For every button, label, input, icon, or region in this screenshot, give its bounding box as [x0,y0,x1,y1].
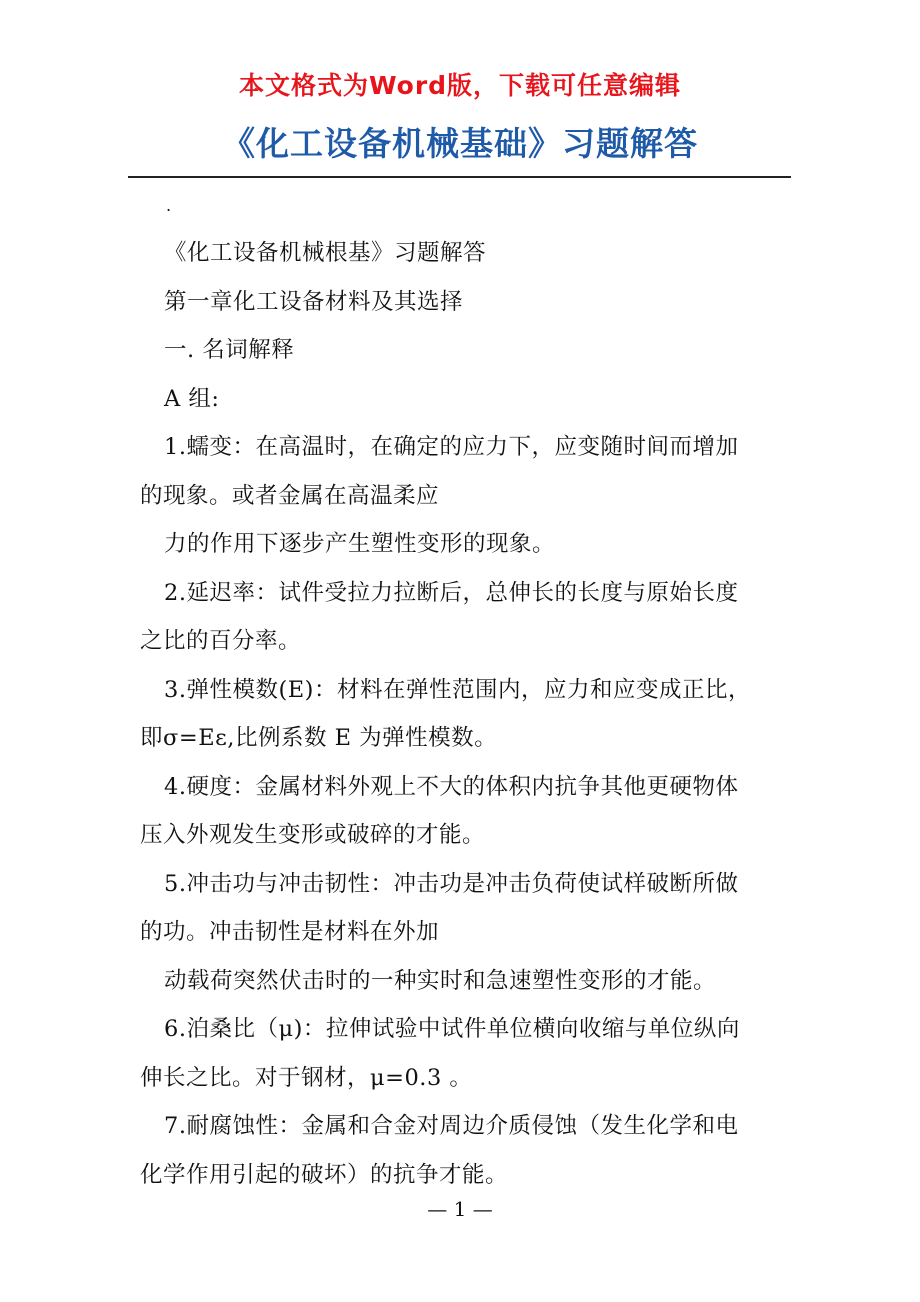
document-body [140,229,780,1199]
leading-dot: . [166,196,172,215]
body-line: 即σ=Eε,比例系数 E 为弹性模数。 [140,725,498,751]
body-line: A 组: [164,385,220,412]
body-line: 的功。冲击韧性是材料在外加 [140,919,440,945]
body-line: 5.冲击功与冲击韧性：冲击功是冲击负荷使试样破断所做 [164,870,739,897]
body-line: 《化工设备机械根基》习题解答 [164,240,487,266]
document-title: 《化工设备机械基础》习题解答 [222,124,698,163]
page-number: — 1 — [427,1197,493,1221]
body-line: 的现象。或者金属在高温柔应 [140,482,440,509]
body-line: 第一章化工设备材料及其选择 [164,288,464,315]
body-line: 压入外观发生变形或破碎的才能。 [140,822,486,848]
body-line: 4.硬度：金属材料外观上不大的体积内抗争其他更硬物体 [164,773,739,800]
body-line: 1.蠕变：在高温时，在确定的应力下，应变随时间而增加 [164,434,739,460]
body-line: 6.泊桑比（μ)：拉伸试验中试件单位横向收缩与单位纵向 [164,1016,740,1042]
download-notice: 本文格式为Word版，下载可任意编辑 [238,71,682,100]
body-line: 一. 名词解释 [164,337,295,363]
title-divider [128,176,791,178]
body-line: 3.弹性模数(E)：材料在弹性范围内，应力和应变成正比， [164,676,751,703]
body-line: 2.延迟率：试件受拉力拉断后，总伸长的长度与原始长度 [164,579,739,606]
body-line: 动载荷突然伏击时的一种实时和急速塑性变形的才能。 [164,967,717,994]
body-line: 化学作用引起的破坏）的抗争才能。 [140,1161,509,1188]
body-line: 伸长之比。对于钢材，μ=0.3 。 [140,1064,473,1091]
body-line: 力的作用下逐步产生塑性变形的现象。 [164,531,556,557]
body-line: 之比的百分率。 [140,628,302,654]
body-line: 7.耐腐蚀性：金属和合金对周边介质侵蚀（发生化学和电 [164,1113,739,1139]
